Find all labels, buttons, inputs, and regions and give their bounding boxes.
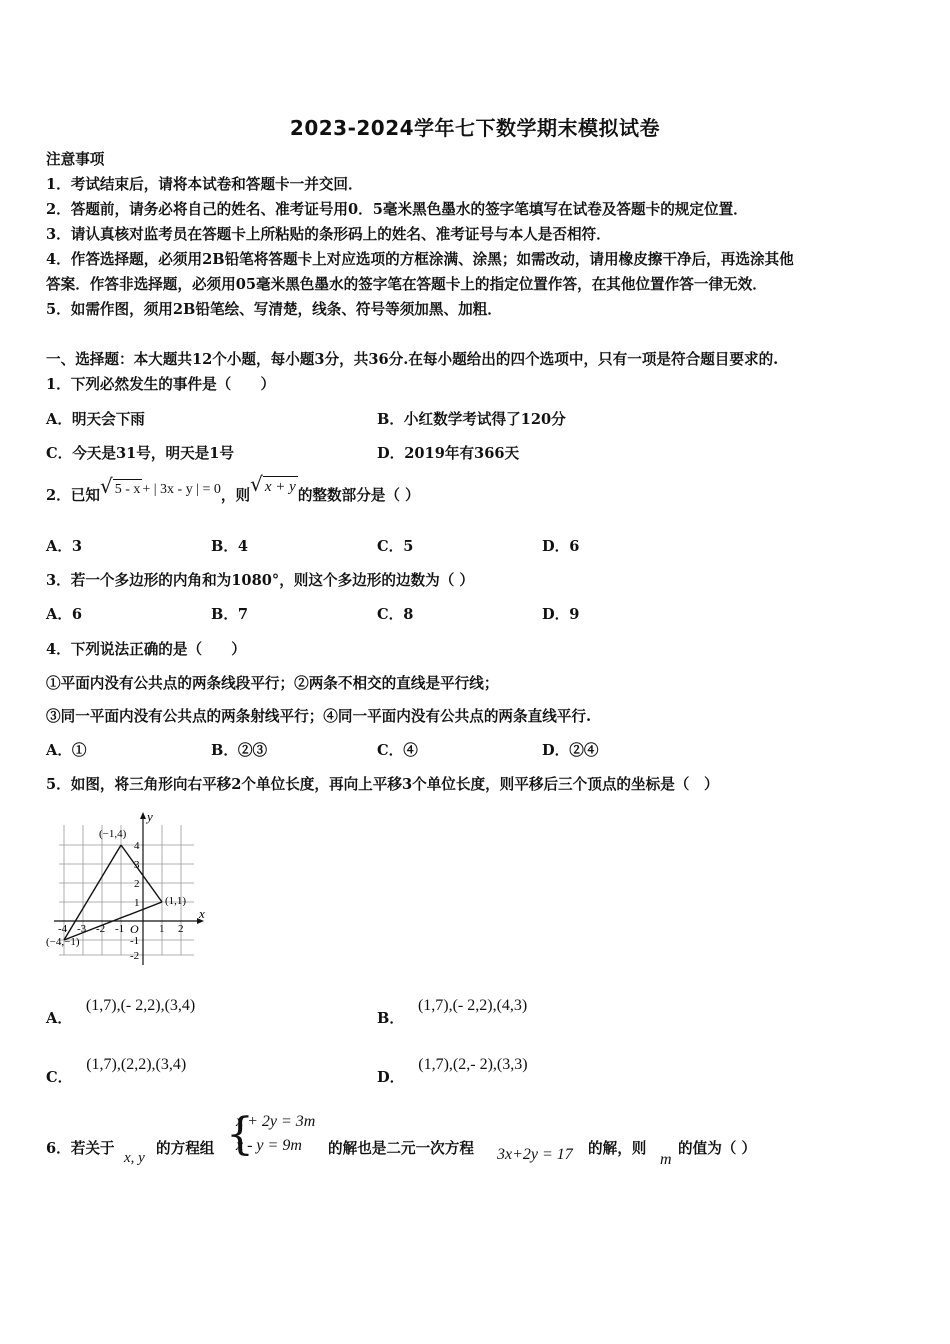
notes-heading: 注意事项: [46, 151, 105, 168]
q5-option-c[interactable]: [46, 1056, 187, 1088]
y-tick-label: 4: [134, 840, 140, 852]
q3-option-b[interactable]: B．7: [211, 606, 249, 623]
q1-option-b[interactable]: B．小红数学考试得了120分: [377, 411, 566, 428]
coordinate-graph: [44, 805, 214, 970]
question-5-stem: 5．如图，将三角形向右平移2个单位长度，再向上平移3个单位长度，则平移后三个顶点的坐标是（ ）: [46, 776, 719, 793]
q3-option-c[interactable]: C．8: [377, 606, 414, 623]
question-6-prefix: 6．若关于: [46, 1140, 115, 1157]
section-heading: 一、选择题：本大题共12个小题，每小题3分，共36分.在每小题给出的四个选项中，只有一项是符合题目要求的.: [46, 351, 779, 368]
x-tick-label: 2: [178, 923, 184, 935]
q2-option-a[interactable]: A．3: [46, 538, 83, 555]
q2-prefix: 2．已知: [46, 487, 100, 504]
x-tick-label: -2: [96, 923, 106, 935]
point-label: (−1,4): [99, 828, 127, 840]
q2-option-d[interactable]: D．6: [542, 538, 580, 555]
q6-equation-2: x - y = 9m: [236, 1137, 302, 1154]
origin-label: O: [130, 922, 139, 936]
q6-text-1: 的方程组: [156, 1140, 215, 1157]
x-tick-label: -3: [77, 923, 87, 935]
point-label: (−4,−1): [46, 936, 80, 948]
q6-var-m: m: [660, 1151, 672, 1168]
q5-option-d-label: D．: [377, 1069, 405, 1086]
sqrt-symbol: √: [250, 472, 263, 496]
q3-option-a[interactable]: A．6: [46, 606, 83, 623]
q3-option-d[interactable]: D．9: [542, 606, 580, 623]
q6-text-2: 的解也是二元一次方程: [328, 1140, 474, 1157]
q6-text-3: 的解，则: [588, 1140, 647, 1157]
note-item: 5．如需作图，须用2B铅笔绘、写清楚，线条、符号等须加黑、加粗．: [46, 301, 502, 318]
y-tick-label: 2: [134, 878, 140, 890]
note-item: 答案．作答非选择题，必须用05毫米黑色墨水的签字笔在答题卡上的指定位置作答，在其他位置作答一律无效．: [46, 276, 767, 293]
q4-option-b[interactable]: B．②③: [211, 742, 268, 759]
q2-option-b[interactable]: B．4: [211, 538, 249, 555]
note-item: 2．答题前，请务必将自己的姓名、准考证号用0．5毫米黑色墨水的签字笔填写在试卷及答题卡的规定位置．: [46, 201, 748, 218]
q2-comma: ，则: [220, 487, 251, 504]
question-4-stem: 4．下列说法正确的是（ ）: [46, 641, 246, 658]
q5-option-a[interactable]: [46, 997, 196, 1029]
q5-option-b-coords: (1,7),(- 2,2),(4,3): [417, 997, 528, 1014]
note-item: 3．请认真核对监考员在答题卡上所粘贴的条形码上的姓名、准考证号与本人是否相符．: [46, 226, 611, 243]
q5-option-c-label: C．: [46, 1069, 73, 1086]
q2-sqrt-radicand: 5 - x: [113, 479, 143, 500]
q6-equation-1: x + 2y = 3m: [236, 1113, 316, 1130]
q4-option-d[interactable]: D．②④: [542, 742, 599, 759]
q5-option-d[interactable]: [377, 1056, 528, 1088]
x-tick-label: -1: [115, 923, 125, 935]
y-tick-label: -2: [130, 950, 140, 962]
q5-option-b[interactable]: [377, 997, 528, 1029]
note-item: 1．考试结束后，请将本试卷和答题卡一并交回．: [46, 176, 363, 193]
y-tick-label: 3: [134, 859, 140, 871]
brace-symbol: {: [226, 1109, 254, 1160]
q4-option-c[interactable]: C．④: [377, 742, 418, 759]
q6-vars: x, y: [124, 1150, 145, 1166]
x-tick-label: -4: [58, 923, 68, 935]
page-title: 2023-2024学年七下数学期末模拟试卷: [289, 116, 661, 140]
triangle-side-right: [121, 845, 162, 902]
q1-option-c[interactable]: C．今天是31号，明天是1号: [46, 445, 235, 462]
sqrt-symbol: √: [99, 474, 113, 498]
triangle-side-left: [64, 845, 121, 940]
q2-sqrt-xy: x + y: [263, 476, 298, 497]
q2-option-c[interactable]: C．5: [377, 538, 414, 555]
y-axis-arrow: [140, 812, 146, 819]
x-axis-label: x: [199, 906, 205, 921]
note-item: 4．作答选择题，必须用2B铅笔将答题卡上对应选项的方框涂满、涂黑；如需改动，请用橡皮擦干净后，再选涂其他: [46, 251, 794, 268]
x-tick-label: 1: [159, 923, 165, 935]
question-3-stem: 3．若一个多边形的内角和为1080°，则这个多边形的边数为（ ）: [46, 572, 474, 589]
q2-abs-term: + | 3x - y | = 0: [142, 482, 221, 497]
q4-option-a[interactable]: A．①: [46, 742, 87, 759]
y-tick-label: 1: [134, 897, 140, 909]
q1-option-a[interactable]: A．明天会下雨: [46, 411, 145, 428]
point-label: (1,1): [165, 895, 187, 907]
q4-statements-1: ①平面内没有公共点的两条线段平行；②两条不相交的直线是平行线；: [46, 675, 499, 692]
q6-suffix: 的值为（ ）: [678, 1140, 757, 1157]
q5-option-a-coords: (1,7),(- 2,2),(3,4): [85, 997, 196, 1014]
q5-option-c-coords: (1,7),(2,2),(3,4): [86, 1056, 187, 1073]
q1-option-d[interactable]: D．2019年有366天: [377, 445, 520, 462]
q6-equation-3: 3x+2y = 17: [497, 1146, 573, 1163]
q2-suffix: 的整数部分是（ ）: [297, 487, 420, 504]
q5-option-a-label: A．: [46, 1010, 72, 1027]
question-1-stem: 1．下列必然发生的事件是（ ）: [46, 376, 276, 393]
y-tick-label: -1: [130, 935, 140, 947]
question-2-stem: [46, 472, 420, 507]
y-axis-label: y: [147, 809, 153, 824]
q4-statements-2: ③同一平面内没有公共点的两条射线平行；④同一平面内没有公共点的两条直线平行.: [46, 708, 592, 725]
q5-option-b-label: B．: [377, 1010, 404, 1027]
q5-option-d-coords: (1,7),(2,- 2),(3,3): [418, 1056, 528, 1073]
